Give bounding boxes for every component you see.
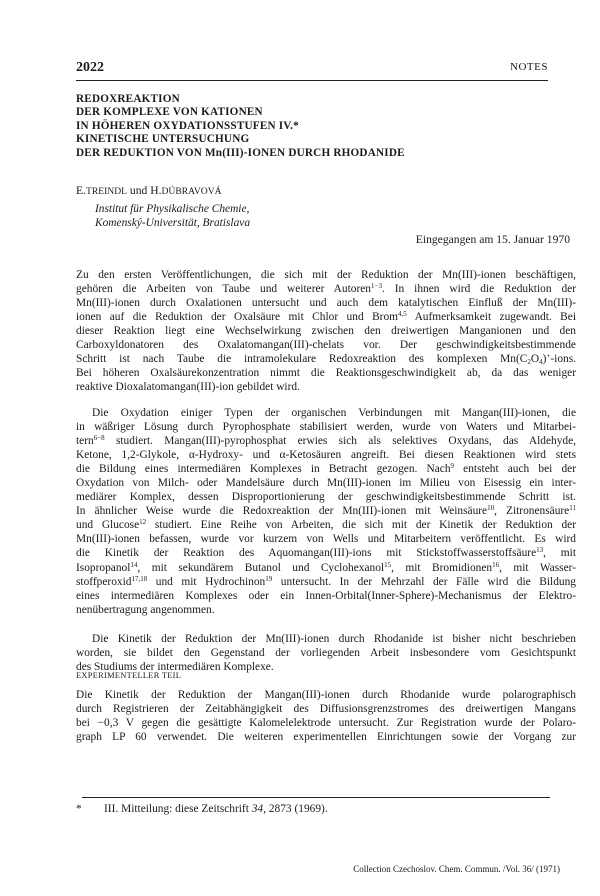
title-line: KINETISCHE UNTERSUCHUNG xyxy=(76,133,250,146)
citation: 11 xyxy=(569,504,576,513)
text-line: und Glucose$^{12}$ studiert. Eine Reihe von Arbeiten, die sich mit der Kinetik der Reduktion der xyxy=(76,518,577,532)
text-line: ionen auf die Reduktion der Oxalsäure mit Chlor und Brom$^{4,5}$ Aufmerksamkeit zugewandt. Bei xyxy=(76,310,576,324)
author-name: TREINDL xyxy=(85,186,128,197)
author-conjunction: und xyxy=(129,184,148,197)
text-line: Die Kinetik der Reduktion der Mangan(III)-ionen durch Rhodanide wurde polarographisch xyxy=(76,689,576,701)
received-date: Eingegangen am 15. Januar 1970 xyxy=(415,233,570,246)
footnote-mark: * xyxy=(76,803,82,815)
text-line: eines intermediären Komplexes oder ein Innen-Orbital(Inner-Sphere)-Mechanismus der Elektro- xyxy=(76,589,576,602)
text-line: Mn(III)-ionen befassen, wurde vor kurzem von Wells und Mitarbeitern veröffentlicht. Es wird xyxy=(76,533,576,546)
text-line: die Bildung eines intermediären Komplexes in Betracht gezogen. Nach$^9$ entsteht auch bei der xyxy=(76,462,576,476)
footnote-volume: 34 xyxy=(251,803,264,815)
paragraph-aim xyxy=(76,632,576,674)
citation: 14 xyxy=(130,560,138,569)
affiliation xyxy=(95,202,250,230)
text-line: Carboxyldonatoren des Oxalatomangan(III)-chelats vor. Der geschwindigkeitsbestimmende xyxy=(76,339,576,352)
footnote-divider xyxy=(82,797,550,798)
author-name: DÚBRAVOVÁ xyxy=(161,186,222,197)
citation: 1−3 xyxy=(371,282,382,291)
citation: 17,18 xyxy=(131,574,148,583)
citation: 13 xyxy=(536,546,544,555)
author-initial: H. xyxy=(150,184,162,197)
affiliation-line: Komenský-Universität, Bratislava xyxy=(95,217,251,229)
citation: 9 xyxy=(450,462,455,471)
text-line: Die Oxydation einiger Typen der organischen Verbindungen mit Mangan(III)-ionen, die xyxy=(92,407,576,419)
text-line: stoffperoxid$^{17,18}$ und mit Hydrochinon$^{19}$ untersucht. In der Mehrzahl der Fälle wird die Bildung xyxy=(76,574,576,588)
citation: 6−8 xyxy=(93,434,105,443)
text-line: durch Registrieren der Zeitabhängigkeit des Diffusionsgrenzstromes des dreiwertigen Mangans xyxy=(76,703,576,716)
text-line: Mn(III)-ionen durch Oxalationen untersucht und auch dem katalytischen Einfluß der Mn(III)- xyxy=(76,297,576,310)
text-line: Schritt ist nach Taube die intramolekulare Redoxreaktion des komplexen $Mn(C_2O_4)^+$-ions. xyxy=(76,352,576,367)
paragraph-oxidation xyxy=(76,406,576,617)
text-line: In ähnlicher Weise wurde die Redoxreaktion der Mn(III)-ionen mit Weinsäure$^{10}$, Zitronensäure$^{11}$ xyxy=(76,504,576,518)
footnote: * III. Mitteilung: diese Zeitschrift 34, 2873 (1969). xyxy=(76,803,328,815)
title-line: REDOXREAKTION xyxy=(76,93,180,105)
text-line: in wäßriger Lösung durch Pyrophosphate stabilisiert werden, wurde von Waters und Mitarbei- xyxy=(76,421,576,434)
citation: 12 xyxy=(139,518,147,527)
text-line: reaktive Dioxalatomangan(III)-ion gebildet wird. xyxy=(76,381,300,394)
text-line: dieser Reaktion liegt eine Wechselwirkung zwischen den dreiwertigen Manganionen und den xyxy=(76,325,576,338)
citation: 15 xyxy=(384,560,392,569)
article-title xyxy=(76,93,556,160)
text-line: bei −0,3 V gegen die gesättigte Kalomelelektrode untersucht. Zur Registration wurde der Polaro- xyxy=(76,717,576,730)
text-line: gehören die Arbeiten von Taube und weiterer Autoren$^{1-3}$. In ihnen wird die Reduktion der xyxy=(76,282,576,296)
affiliation-line: Institut für Physikalische Chemie, xyxy=(95,203,250,215)
text-line: Isopropanol$^{14}$, mit sekundärem Butanol und Cyclohexanol$^{15}$, mit Bromidionen$^{16}$, mit Wasser- xyxy=(76,560,576,574)
journal-footer: Collection Czechoslov. Chem. Commun. /Vol. 36/ (1971) xyxy=(353,864,560,874)
citation: 19 xyxy=(265,574,273,583)
paragraph-intro xyxy=(76,268,576,394)
text-line: nenübertragung angenommen. xyxy=(76,603,215,616)
authors xyxy=(76,184,222,197)
text-line: Bei höheren Oxalsäurekonzentration nimmt die Reaktionsgeschwindigkeit ab, da das weniger xyxy=(76,367,576,380)
text-line: tern$^{6-8}$ studiert. Mangan(III)-pyrophosphat erwies sich als selektives Oxydans, das Aldehyde, xyxy=(76,434,576,448)
text-line: die Kinetik der Reaktion des Aquomangan(III)-ions mit Stickstoffwasserstoffsäure$^{13}$, mit xyxy=(76,546,576,560)
page-number: 2022 xyxy=(76,60,104,75)
text-line: mediärer Komplex, dessen Disproportionierung der geschwindigkeitsbestimmende Schritt ist. xyxy=(76,491,576,504)
citation: 16 xyxy=(492,560,500,569)
section-heading: EXPERIMENTELLER TEIL xyxy=(76,671,182,680)
paragraph-experimental xyxy=(76,688,576,744)
text-line: Oxydation von Milch- oder Mandelsäure durch Mn(III)-ionen im Milieu von Eisessig ein inter- xyxy=(76,477,576,490)
text-line: graph LP 60 verwendet. Die weiteren experimentellen Einrichtungen sowie der Vorgang zur xyxy=(76,731,576,744)
text-line: Ketone, 1,2-Glykole, α-Hydroxy- und α-Ketosäuren angreift. Bei diesen Reaktionen wird stets xyxy=(76,449,576,462)
text-line: worden, sie bildet den Gegenstand der vorliegenden Arbeit insbesondere vom Gesichtspunkt xyxy=(76,647,576,660)
title-line: IN HÖHEREN OXYDATIONSSTUFEN IV.* xyxy=(76,119,299,132)
citation: 10 xyxy=(487,504,495,513)
page-header xyxy=(76,58,548,81)
text-line: Zu den ersten Veröffentlichungen, die sich mit der Reduktion der Mn(III)-ionen beschäftigen, xyxy=(76,269,576,281)
citation: 4,5 xyxy=(398,310,407,319)
text-line: des Studiums der intermediären Komplexe. xyxy=(76,661,274,674)
text-line: Die Kinetik der Reduktion der Mn(III)-ionen durch Rhodanide ist bisher nicht beschrieben xyxy=(92,633,576,645)
author-initial: E. xyxy=(76,184,86,197)
title-line: DER KOMPLEXE VON KATIONEN xyxy=(76,106,263,119)
section-label: NOTES xyxy=(510,61,548,73)
title-line: DER REDUKTION VON Mn(III)-IONEN DURCH RHODANIDE xyxy=(76,146,405,159)
